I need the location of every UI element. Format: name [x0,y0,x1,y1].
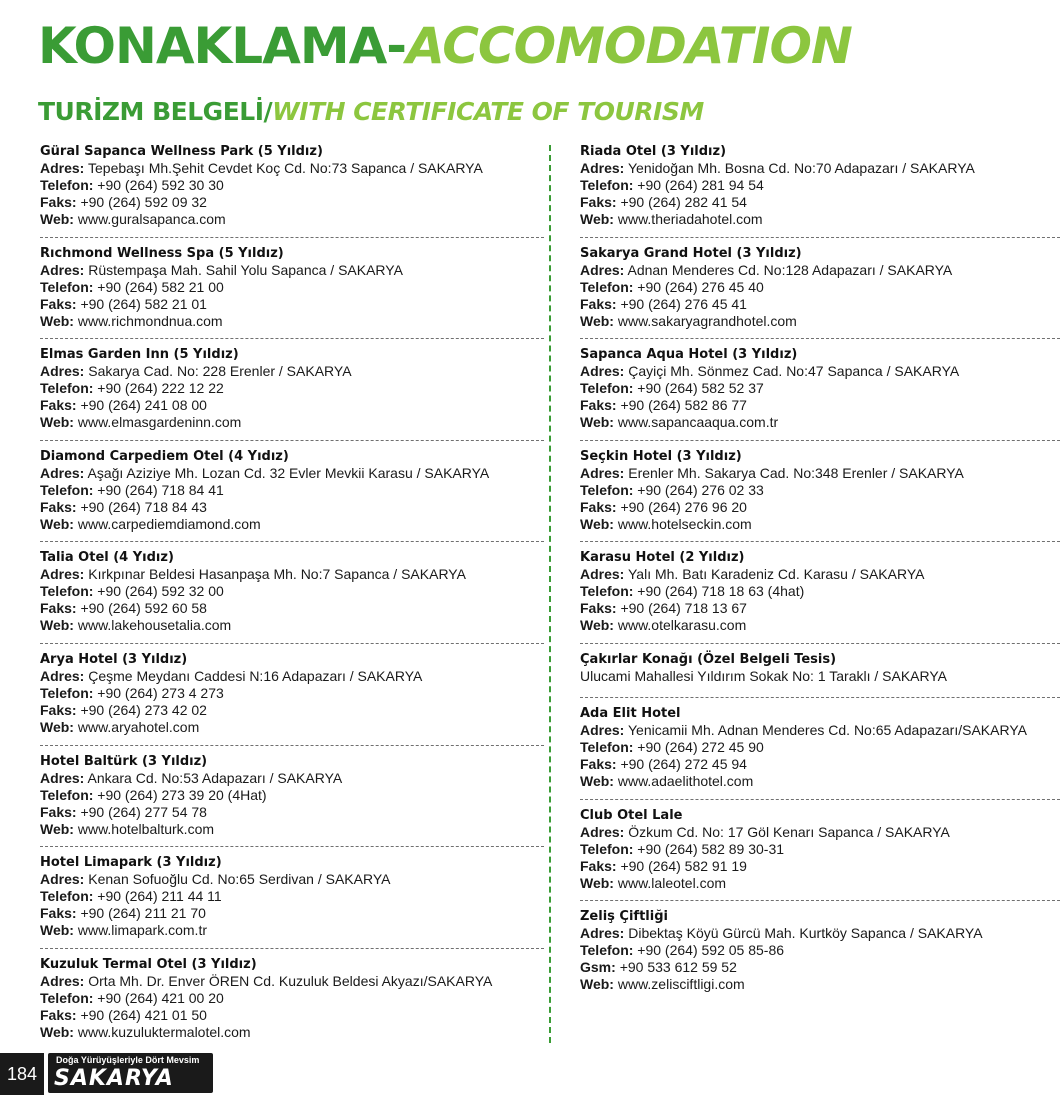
hotel-phone: Telefon: +90 (264) 222 12 22 [40,380,224,397]
hotel-phone: Telefon: +90 (264) 718 84 41 [40,481,224,498]
hotel-web[interactable]: Web: www.theriadahotel.com [580,211,763,227]
hotel-fax: Faks: +90 (264) 276 45 41 [580,295,747,312]
left-hotel-column [40,143,544,1057]
hotel-web[interactable]: Web: www.laleotel.com [580,874,727,891]
hotel-phone: Telefon: +90 (264) 582 21 00 [40,278,224,295]
hotel-entry [40,245,544,347]
hotel-web[interactable]: Web: www.elmasgardeninn.com [40,414,242,431]
hotel-entry [40,549,544,651]
hotel-web[interactable]: Web: www.kuzuluktermalotel.com [40,1023,251,1040]
column-divider [549,145,551,1043]
hotel-address: Adres: Aşağı Aziziye Mh. Lozan Cd. 32 Evler Mevkii Karasu / SAKARYA [40,464,490,481]
hotel-entry [580,908,1058,1010]
hotel-entry [40,143,544,245]
hotel-name: Club Otel Lale [580,807,683,823]
hotel-phone: Telefon: +90 (264) 276 02 33 [580,481,764,498]
hotel-fax: Faks: +90 (264) 718 84 43 [40,498,207,515]
hotel-address: Adres: Rüstempaşa Mah. Sahil Yolu Sapanca / SAKARYA [40,261,403,278]
hotel-address: Adres: Tepebaşı Mh.Şehit Cevdet Koç Cd. No:73 Sapanca / SAKARYA [40,160,483,176]
hotel-phone: Telefon: +90 (264) 718 18 63 (4hat) [580,583,805,600]
hotel-address: Adres: Çeşme Meydanı Caddesi N:16 Adapazarı / SAKARYA [40,667,423,684]
hotel-web[interactable]: Web: www.lakehousetalia.com [40,617,232,634]
hotel-fax: Faks: +90 (264) 276 96 20 [580,498,747,515]
hotel-fax: Faks: +90 (264) 282 41 54 [580,194,747,210]
hotel-phone: Telefon: +90 (264) 592 32 00 [40,583,224,600]
hotel-address: Adres: Yalı Mh. Batı Karadeniz Cd. Karasu / SAKARYA [580,566,925,583]
page-subtitle [38,96,704,128]
hotel-entry [580,346,1058,448]
hotel-address: Adres: Adnan Menderes Cd. No:128 Adapazarı / SAKARYA [580,261,953,278]
hotel-address: Adres: Kırkpınar Beldesi Hasanpaşa Mh. No:7 Sapanca / SAKARYA [40,566,466,583]
sakarya-logo [48,1053,213,1093]
hotel-address: Adres: Sakarya Cad. No: 228 Erenler / SAKARYA [40,363,352,380]
hotel-phone: Telefon: +90 (264) 211 44 11 [40,888,222,905]
logo-tagline: Doğa Yürüyüşleriyle Dört Mevsim [56,1055,200,1065]
hotel-name: Elmas Garden Inn (5 Yıldız) [40,347,239,363]
right-hotel-column [580,143,1058,1010]
hotel-fax: Faks: +90 (264) 211 21 70 [40,905,206,922]
hotel-entry [40,346,544,448]
hotel-web[interactable]: Web: www.richmondnua.com [40,312,223,329]
hotel-address: Adres: Kenan Sofuoğlu Cd. No:65 Serdivan / SAKARYA [40,871,391,888]
hotel-web[interactable]: Web: www.sapancaaqua.com.tr [580,414,779,431]
hotel-fax: Faks: +90 (264) 421 01 50 [40,1006,207,1023]
subtitle-english: WITH CERTIFICATE OF TOURISM [272,97,704,126]
hotel-entry [40,854,544,956]
hotel-web[interactable]: Web: www.carpediemdiamond.com [40,515,261,532]
hotel-web[interactable]: Web: www.adaelithotel.com [580,772,754,789]
hotel-name: Sapanca Aqua Hotel (3 Yıldız) [580,347,798,363]
hotel-phone: Telefon: +90 (264) 281 94 54 [580,177,764,193]
hotel-phone: Telefon: +90 (264) 272 45 90 [580,738,764,755]
hotel-name: Rıchmond Wellness Spa (5 Yıldız) [40,245,284,261]
hotel-name: Güral Sapanca Wellness Park (5 Yıldız) [40,144,323,159]
hotel-fax: Faks: +90 (264) 272 45 94 [580,755,747,772]
hotel-name: Diamond Carpediem Otel (4 Yıdız) [40,448,289,464]
hotel-phone: Telefon: +90 (264) 421 00 20 [40,989,224,1006]
hotel-fax: Faks: +90 (264) 592 60 58 [40,600,207,617]
hotel-fax: Faks: +90 (264) 718 13 67 [580,600,747,617]
hotel-web[interactable]: Web: www.limapark.com.tr [40,922,207,939]
title-turkish: KONAKLAMA- [38,17,407,75]
hotel-gsm: Gsm: +90 533 612 59 52 [580,959,737,976]
hotel-address: Adres: Özkum Cd. No: 17 Göl Kenarı Sapanca / SAKARYA [580,823,950,840]
hotel-name: Talia Otel (4 Yıdız) [40,550,174,566]
hotel-web[interactable]: Web: www.zelisciftligi.com [580,976,745,993]
hotel-name: Sakarya Grand Hotel (3 Yıldız) [580,245,802,261]
hotel-entry [40,753,544,855]
hotel-entry [40,956,544,1058]
hotel-name: Arya Hotel (3 Yıldız) [40,651,188,667]
hotel-phone: Telefon: +90 (264) 582 89 30-31 [580,840,785,857]
page-number: 184 [0,1053,44,1095]
hotel-fax: Faks: +90 (264) 277 54 78 [40,803,207,820]
hotel-name: Kuzuluk Termal Otel (3 Yıldız) [40,956,257,972]
hotel-address: Adres: Ankara Cd. No:53 Adapazarı / SAKARYA [40,769,343,786]
hotel-web[interactable]: Web: www.hotelseckin.com [580,515,752,532]
hotel-name: Hotel Limapark (3 Yıldız) [40,855,222,871]
hotel-entry [580,651,1058,705]
hotel-address: Adres: Orta Mh. Dr. Enver ÖREN Cd. Kuzuluk Beldesi Akyazı/SAKARYA [40,972,493,989]
hotel-address: Adres: Yenicamii Mh. Adnan Menderes Cd. No:65 Adapazarı/SAKARYA [580,721,1027,738]
hotel-phone: Telefon: +90 (264) 273 4 273 [40,684,224,701]
hotel-address: Adres: Dibektaş Köyü Gürcü Mah. Kurtköy Sapanca / SAKARYA [580,925,983,942]
title-english: ACCOMODATION [406,17,852,75]
hotel-address: Ulucami Mahallesi Yıldırım Sokak No: 1 Taraklı / SAKARYA [580,667,947,684]
hotel-name: Çakırlar Konağı (Özel Belgeli Tesis) [580,651,837,667]
hotel-phone: Telefon: +90 (264) 592 30 30 [40,177,224,193]
hotel-address: Adres: Yenidoğan Mh. Bosna Cd. No:70 Adapazarı / SAKARYA [580,160,975,176]
hotel-fax: Faks: +90 (264) 592 09 32 [40,194,207,210]
hotel-address: Adres: Çayiçi Mh. Sönmez Cad. No:47 Sapanca / SAKARYA [580,363,960,380]
hotel-phone: Telefon: +90 (264) 582 52 37 [580,380,764,397]
hotel-fax: Faks: +90 (264) 582 91 19 [580,857,747,874]
hotel-entry [40,448,544,550]
hotel-entry [580,143,1058,245]
hotel-entry [580,705,1058,807]
hotel-fax: Faks: +90 (264) 582 86 77 [580,397,747,414]
hotel-name: Hotel Baltürk (3 Yıldız) [40,753,208,769]
hotel-entry [580,549,1058,651]
hotel-web[interactable]: Web: www.aryahotel.com [40,718,200,735]
hotel-name: Riada Otel (3 Yıldız) [580,144,727,159]
hotel-entry [580,807,1058,909]
hotel-phone: Telefon: +90 (264) 273 39 20 (4Hat) [40,786,267,803]
subtitle-turkish: TURİZM BELGELİ/ [38,97,273,126]
hotel-fax: Faks: +90 (264) 582 21 01 [40,295,207,312]
hotel-entry [40,651,544,753]
hotel-entry [580,245,1058,347]
hotel-web[interactable]: Web: www.otelkarasu.com [580,617,747,634]
logo-brand: SAKARYA [54,1066,174,1091]
hotel-phone: Telefon: +90 (264) 592 05 85-86 [580,942,785,959]
hotel-name: Seçkin Hotel (3 Yıldız) [580,448,742,464]
hotel-fax: Faks: +90 (264) 241 08 00 [40,397,207,414]
hotel-web[interactable]: Web: www.sakaryagrandhotel.com [580,312,797,329]
page-title [38,14,852,78]
hotel-name: Karasu Hotel (2 Yıldız) [580,550,745,566]
hotel-address: Adres: Erenler Mh. Sakarya Cad. No:348 Erenler / SAKARYA [580,464,964,481]
hotel-name: Ada Elit Hotel [580,705,681,721]
hotel-name: Zeliş Çiftliği [580,909,668,925]
hotel-web[interactable]: Web: www.hotelbalturk.com [40,820,215,837]
hotel-phone: Telefon: +90 (264) 276 45 40 [580,278,764,295]
hotel-entry [580,448,1058,550]
hotel-fax: Faks: +90 (264) 273 42 02 [40,701,207,718]
hotel-web[interactable]: Web: www.guralsapanca.com [40,211,226,227]
